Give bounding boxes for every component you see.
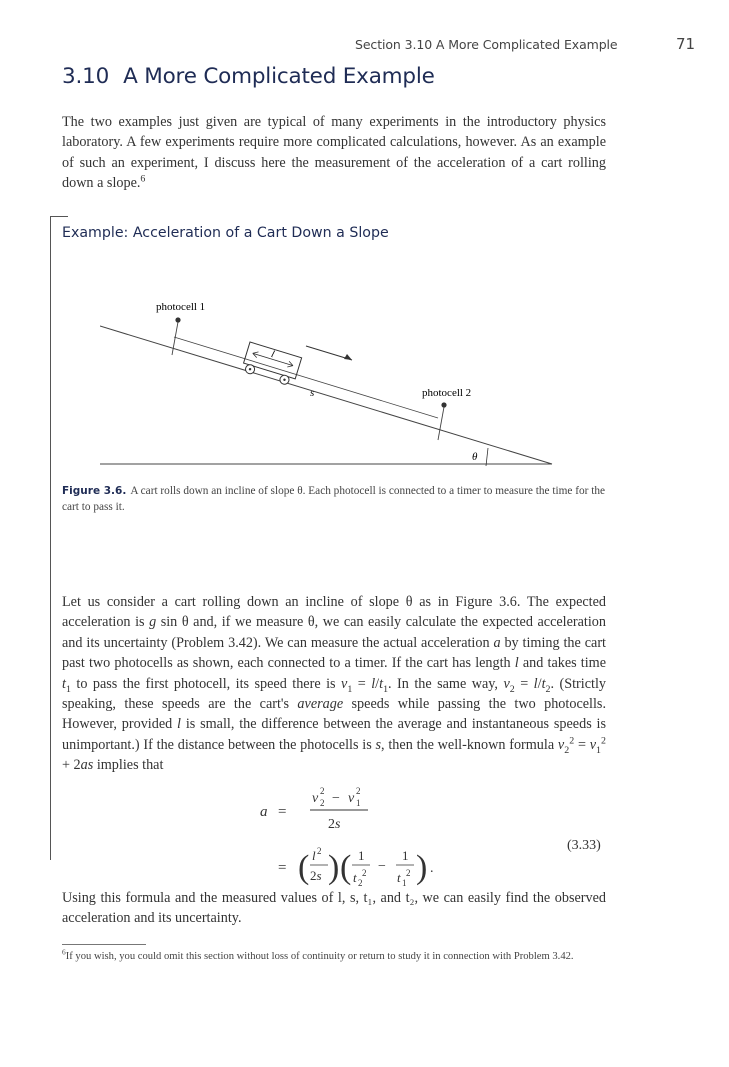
section-heading [62,64,435,89]
cart-icon [241,342,302,387]
caption-text: A cart rolls down an incline of slope θ. Each photocell is connected to a timer to measure the time for the cart to pass it. [62,485,606,513]
text-run: . (Strictly speaking, these speeds are the cart's [62,675,606,713]
photocell-2-icon [441,402,446,407]
math-g: g [149,614,157,631]
text-run: implies that [93,757,164,774]
svg-text:2: 2 [358,878,363,888]
svg-text:2s: 2s [328,817,341,832]
svg-text:1: 1 [358,848,365,863]
section-number: 3.10 [62,64,110,89]
running-title: Section 3.10 A More Complicated Example [355,37,618,52]
emph-average: average [297,696,344,713]
running-header [0,37,729,57]
svg-text:=: = [278,860,287,876]
distance-label: s [310,387,315,399]
photocell-1-icon [175,317,180,322]
footnote-rule [62,944,146,945]
page-number: 71 [676,35,696,53]
example-rule-vertical [50,216,51,860]
figure-caption [62,484,607,515]
svg-text:2s: 2s [310,868,322,883]
closing-paragraph: Using this formula and the measured values of l, s, t₁, and t₂, we can easily find the observed acceleration and its uncertainty. [62,890,606,927]
svg-text:a: a [260,804,268,820]
svg-text:l: l [312,848,316,863]
svg-text:−: − [332,791,340,806]
text-run: to pass the first photocell, its speed there is [70,675,342,692]
svg-text:−: − [378,859,386,874]
svg-text:): ) [416,849,428,886]
intro-paragraph [62,112,606,194]
text-run: is small, the difference between the average and instantaneous speeds is unimportant.) If the distance between the photocells is [62,716,606,753]
svg-text:v: v [348,791,355,806]
text-run: Let us consider a cart rolling down an incline of slope θ as in Figure 3.6. The expected acceleration is [62,594,606,631]
example-rule-horizontal [50,216,68,217]
svg-text:2: 2 [356,786,361,796]
section-title: A More Complicated Example [123,64,435,89]
motion-arrowhead [344,354,352,360]
math-a: a [493,634,501,651]
footnote-mark: 6 [62,947,66,957]
photocell-2-beam [438,407,444,440]
equation-number: (3.33) [567,838,601,853]
svg-text:v: v [312,791,319,806]
example-title: Example: Acceleration of a Cart Down a Slope [62,225,389,241]
svg-text:t: t [353,870,357,885]
footnote-text: If you wish, you could omit this section without loss of continuity or return to study it in connection with Problem 3.42. [65,951,574,962]
photocell-2-label: photocell 2 [422,387,472,399]
angle-marker [486,448,488,466]
distance-line [174,337,438,418]
svg-text:2: 2 [406,868,411,878]
math-l: l [514,655,519,672]
svg-text:): ) [328,849,340,886]
text-run: sin θ and, if we measure θ, we can easily calculate the expected acceleration and its uncertainty (Problem 3.42). We can measure the actual acceleration [62,614,606,651]
svg-text:(: ( [298,849,310,886]
svg-text:2: 2 [317,846,322,856]
svg-text:1: 1 [402,848,409,863]
svg-text:2: 2 [320,798,325,808]
equation-math [240,772,660,892]
text-run: and takes time [518,655,606,672]
text-run: . In the same way, [388,675,504,692]
intro-text: The two examples just given are typical of many experiments in the introductory physics laboratory. A few experiments require more complicated calculations, however. As an example of such an experiment, I discuss here the measurement of the acceleration of a cart rolling down a slope. [62,114,606,192]
incline-line [100,326,552,464]
cart-length-label: l [269,349,276,361]
footnote [62,947,607,964]
body-paragraph: Let us consider a cart rolling down an incline of slope θ as in Figure 3.6. The expected acceleration is g sin θ and, if we measure θ, we can easily calculate the expected acceleration and its uncertainty (Problem 3.42). We can measure the actual acceleration a by timing the cart past two photocells as shown, each connected to a timer. If the cart has length l and takes time $t_1$ to pass the first photocell, its speed there is $v_1 = l/t_1$. In the same way, $v_2 = l/t_2$. (Strictly speaking, these speeds are the cart's average speeds while passing the two photocells. However, provided l is small, the difference between the average and instantaneous speeds is unimportant.) If the distance between the photocells is s, then the well-known formula $v_2^2 = v_1^2 + 2as$ implies that [62,594,606,774]
incline-figure [100,290,560,480]
svg-text:=: = [278,804,287,820]
svg-text:2: 2 [362,868,367,878]
photocell-1-label: photocell 1 [156,301,206,313]
text-run: , then the well-known formula [381,736,558,753]
svg-text:t: t [397,870,401,885]
svg-text:2: 2 [320,786,325,796]
caption-label: Figure 3.6. [62,485,127,497]
angle-label: θ [472,451,478,463]
footnote-ref: 6 [140,173,146,185]
text-run: by timing the cart past two photocells as shown, each connected to a timer. If the cart has length [62,634,606,672]
equation-3-33 [0,772,729,892]
svg-text:.: . [430,861,434,876]
svg-text:1: 1 [402,878,407,888]
svg-text:(: ( [340,849,352,886]
text-run: speeds while passing the two photocells. However, provided [62,696,606,733]
svg-text:1: 1 [356,798,361,808]
